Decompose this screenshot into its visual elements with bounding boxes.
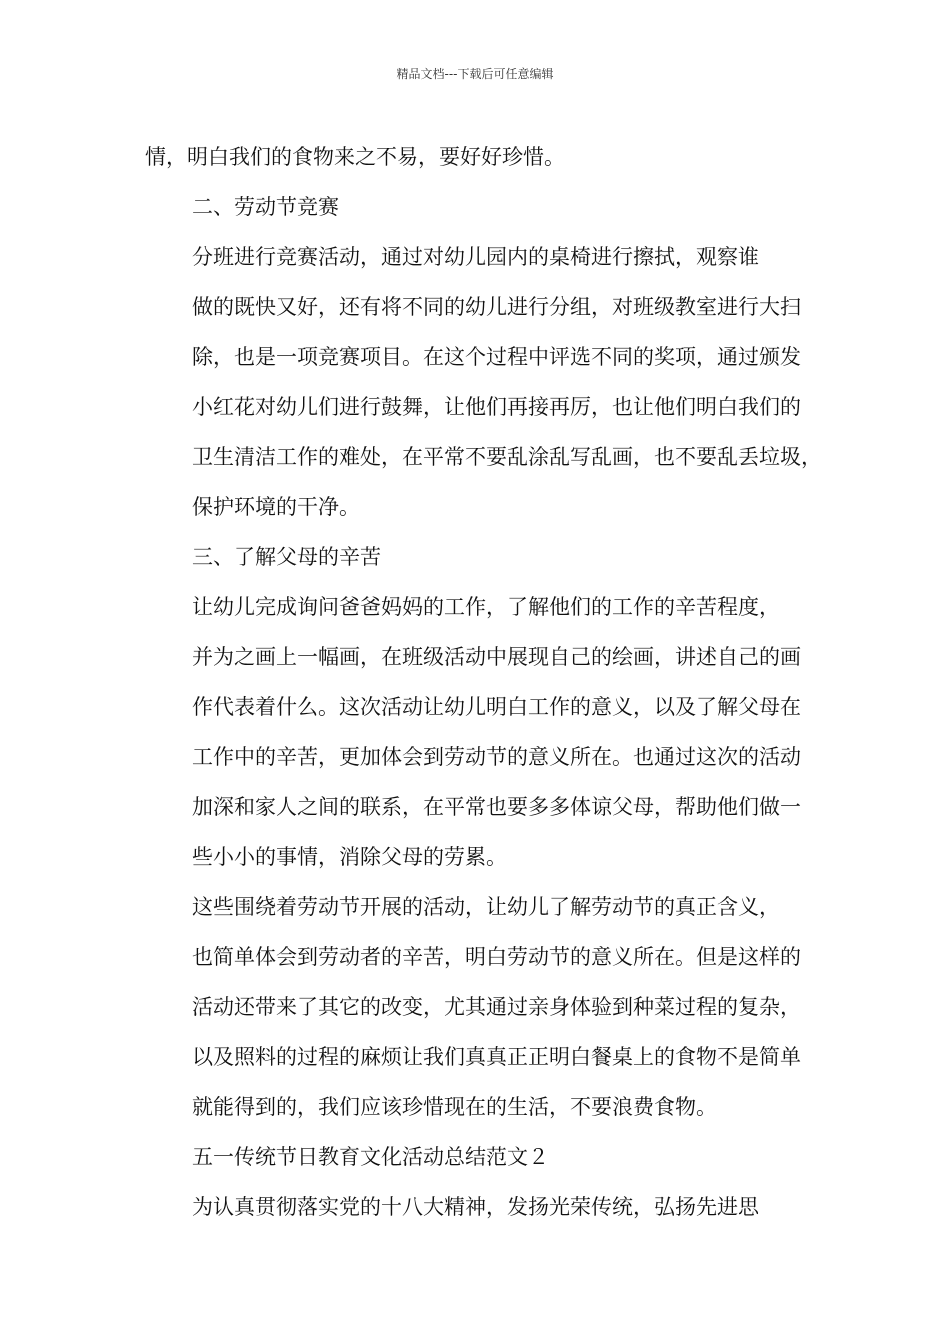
paragraph — [145, 132, 825, 182]
paragraph — [145, 1132, 825, 1182]
text-line: 保护环境的干净。 — [192, 495, 360, 519]
paragraph — [145, 232, 825, 532]
text-line: 五一传统节日教育文化活动总结范文２ — [192, 1145, 549, 1169]
text-line: 加深和家人之间的联系，在平常也要多多体谅父母，帮助他们做一 — [192, 795, 801, 819]
text-line: 也简单体会到劳动者的辛苦，明白劳动节的意义所在。但是这样的 — [192, 945, 801, 969]
paragraph — [145, 882, 825, 1132]
text-line: 为认真贯彻落实党的十八大精神，发扬光荣传统，弘扬先进思 — [192, 1195, 759, 1219]
text-line: 卫生清洁工作的难处，在平常不要乱涂乱写乱画，也不要乱丢垃圾， — [192, 445, 822, 469]
text-line: 这些围绕着劳动节开展的活动，让幼儿了解劳动节的真正含义， — [192, 895, 780, 919]
text-line: 二、劳动节竞赛 — [192, 195, 339, 219]
text-line: 活动还带来了其它的改变，尤其通过亲身体验到种菜过程的复杂， — [192, 995, 801, 1019]
text-line: 工作中的辛苦，更加体会到劳动节的意义所在。也通过这次的活动 — [192, 745, 801, 769]
paragraph — [145, 1182, 825, 1232]
text-line: 以及照料的过程的麻烦让我们真真正正明白餐桌上的食物不是简单 — [192, 1045, 801, 1069]
text-line: 作代表着什么。这次活动让幼儿明白工作的意义，以及了解父母在 — [192, 695, 801, 719]
text-line: 三、了解父母的辛苦 — [192, 545, 381, 569]
paragraph — [145, 582, 825, 882]
paragraph — [145, 532, 825, 582]
paragraph — [145, 182, 825, 232]
text-line: 做的既快又好，还有将不同的幼儿进行分组，对班级教室进行大扫 — [192, 295, 801, 319]
text-line: 就能得到的，我们应该珍惜现在的生活，不要浪费食物。 — [192, 1095, 717, 1119]
page-header: 精品文档---下载后可任意编辑 — [396, 67, 554, 81]
text-line: 让幼儿完成询问爸爸妈妈的工作，了解他们的工作的辛苦程度， — [192, 595, 780, 619]
text-line: 除，也是一项竞赛项目。在这个过程中评选不同的奖项，通过颁发 — [192, 345, 801, 369]
text-line: 并为之画上一幅画，在班级活动中展现自己的绘画，讲述自己的画 — [192, 645, 801, 669]
text-line: 些小小的事情，消除父母的劳累。 — [192, 845, 507, 869]
text-line: 分班进行竞赛活动，通过对幼儿园内的桌椅进行擦拭，观察谁 — [192, 245, 759, 269]
text-line: 情，明白我们的食物来之不易，要好好珍惜。 — [145, 145, 565, 169]
text-line: 小红花对幼儿们进行鼓舞，让他们再接再厉，也让他们明白我们的 — [192, 395, 801, 419]
document-body — [145, 132, 825, 1232]
